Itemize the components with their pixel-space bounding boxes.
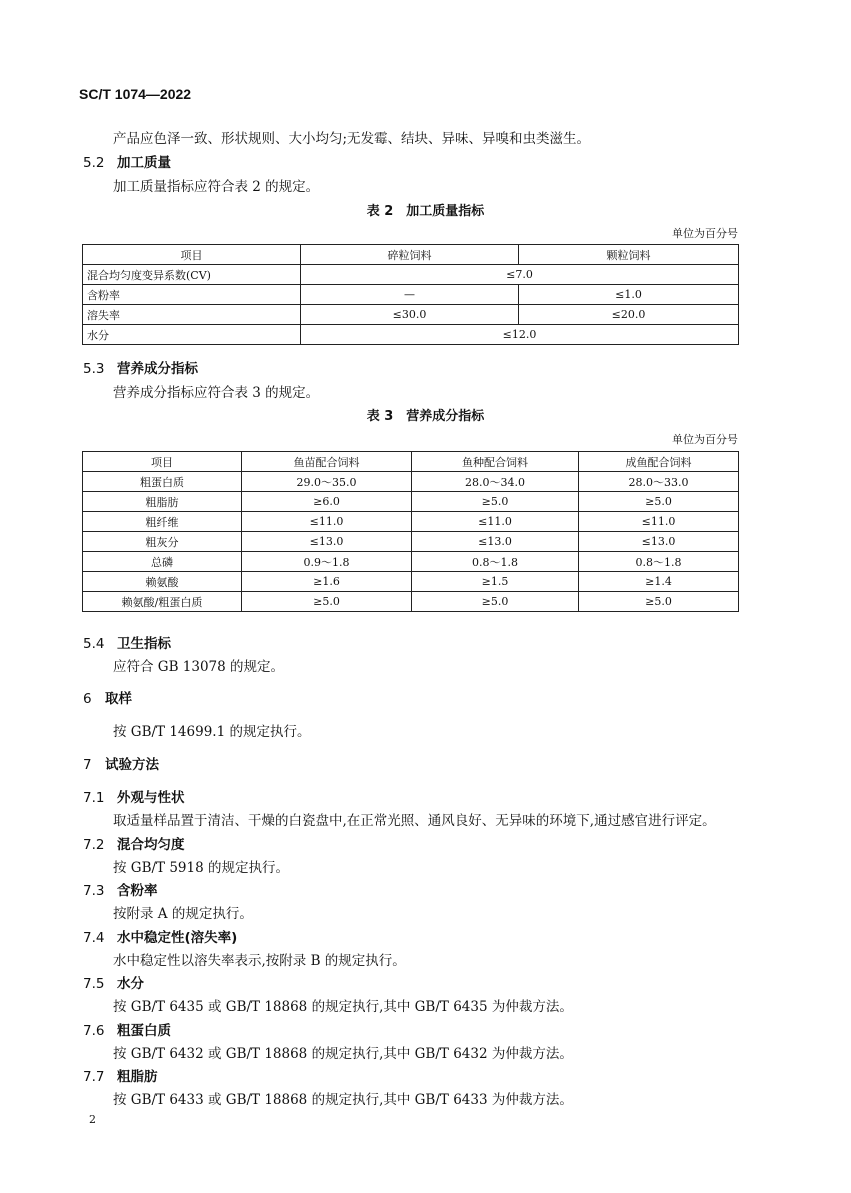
row-item: 粗脂肪 (83, 492, 242, 512)
header-cell: 鱼种配合饲料 (412, 452, 579, 472)
section-number: 7.1 (83, 790, 105, 806)
section-number: 6 (83, 691, 92, 707)
table-row (83, 592, 739, 612)
section-6-text: 按 GB/T 14699.1 的规定执行。 (113, 724, 311, 740)
merged-value: ≤12.0 (301, 325, 739, 345)
section-7-3-text: 按附录 A 的规定执行。 (113, 906, 253, 922)
section-6-heading (83, 687, 132, 707)
section-7-3-heading (83, 879, 158, 899)
header-cell: 颗粒饲料 (519, 245, 739, 265)
table-row (83, 552, 739, 572)
cell-value: ≥5.0 (242, 592, 412, 612)
table-3-caption: 表 3 营养成分指标 (366, 409, 485, 424)
table-row (83, 325, 739, 345)
section-7-5-heading (83, 972, 144, 992)
table-row (83, 265, 739, 285)
table-3 (82, 451, 739, 612)
header-cell: 成鱼配合饲料 (579, 452, 739, 472)
cell-value: ≤30.0 (301, 305, 519, 325)
section-number: 5.4 (83, 636, 105, 652)
section-number: 7.3 (83, 883, 105, 899)
section-number: 7.5 (83, 976, 105, 992)
table-row (83, 512, 739, 532)
cell-value: ≤11.0 (412, 512, 579, 532)
cell-value: ≤11.0 (242, 512, 412, 532)
table-row (83, 472, 739, 492)
page-number: 2 (89, 1113, 96, 1126)
row-item: 溶失率 (83, 305, 301, 325)
section-number: 7.7 (83, 1069, 105, 1085)
section-number: 7.6 (83, 1023, 105, 1039)
section-7-2-text: 按 GB/T 5918 的规定执行。 (113, 860, 289, 876)
intro-paragraph: 产品应色泽一致、形状规则、大小均匀;无发霉、结块、异味、异嗅和虫类滋生。 (113, 131, 591, 147)
cell-value: — (301, 285, 519, 305)
header-cell: 鱼苗配合饲料 (242, 452, 412, 472)
table-2-unit: 单位为百分号 (672, 227, 738, 240)
section-7-5-text: 按 GB/T 6435 或 GB/T 18868 的规定执行,其中 GB/T 6435 为仲裁方法。 (113, 999, 573, 1015)
cell-value: ≤13.0 (579, 532, 739, 552)
cell-value: 29.0～35.0 (242, 472, 412, 492)
row-item: 水分 (83, 325, 301, 345)
cell-value: ≥1.5 (412, 572, 579, 592)
section-5-4-heading (83, 632, 171, 652)
table-row (83, 285, 739, 305)
section-7-2-heading (83, 833, 185, 853)
cell-value: ≤20.0 (519, 305, 739, 325)
cell-value: ≤13.0 (412, 532, 579, 552)
table-row (83, 305, 739, 325)
cell-value: ≥5.0 (579, 592, 739, 612)
table-2-caption: 表 2 加工质量指标 (366, 204, 485, 219)
row-item: 总磷 (83, 552, 242, 572)
cell-value: 28.0～34.0 (412, 472, 579, 492)
section-title: 粗脂肪 (117, 1069, 158, 1085)
cell-value: ≥5.0 (412, 492, 579, 512)
section-title: 取样 (105, 691, 132, 707)
table-header-row (83, 245, 739, 265)
section-7-4-heading (83, 926, 237, 946)
section-7-6-text: 按 GB/T 6432 或 GB/T 18868 的规定执行,其中 GB/T 6432 为仲裁方法。 (113, 1046, 573, 1062)
section-title: 粗蛋白质 (117, 1023, 171, 1039)
cell-value: ≤13.0 (242, 532, 412, 552)
section-7-heading (83, 753, 159, 773)
section-title: 含粉率 (117, 883, 158, 899)
section-7-1-text: 取适量样品置于清洁、干燥的白瓷盘中,在正常光照、通风良好、无异味的环境下,通过感官进行评定。 (113, 813, 716, 829)
standard-number: SC/T 1074—2022 (79, 86, 192, 102)
section-title: 混合均匀度 (117, 837, 185, 853)
section-7-1-heading (83, 786, 185, 806)
table-2 (82, 244, 739, 345)
header-cell: 项目 (83, 245, 301, 265)
cell-value: 0.8～1.8 (579, 552, 739, 572)
section-7-6-heading (83, 1019, 171, 1039)
section-5-3-heading (83, 357, 198, 377)
row-item: 含粉率 (83, 285, 301, 305)
section-title: 营养成分指标 (117, 361, 198, 377)
merged-value: ≤7.0 (301, 265, 739, 285)
section-7-4-text: 水中稳定性以溶失率表示,按附录 B 的规定执行。 (113, 953, 406, 969)
section-title: 外观与性状 (117, 790, 185, 806)
table-header-row (83, 452, 739, 472)
section-5-3-text: 营养成分指标应符合表 3 的规定。 (113, 385, 320, 401)
table-row (83, 532, 739, 552)
section-number: 7 (83, 757, 92, 773)
table-row (83, 492, 739, 512)
cell-value: ≤1.0 (519, 285, 739, 305)
section-title: 试验方法 (105, 757, 159, 773)
cell-value: ≥1.4 (579, 572, 739, 592)
row-item: 赖氨酸/粗蛋白质 (83, 592, 242, 612)
cell-value: ≥5.0 (412, 592, 579, 612)
section-number: 7.4 (83, 930, 105, 946)
section-title: 水中稳定性(溶失率) (117, 930, 238, 946)
row-item: 混合均匀度变异系数(CV) (83, 265, 301, 285)
table-row (83, 572, 739, 592)
header-cell: 项目 (83, 452, 242, 472)
section-5-4-text: 应符合 GB 13078 的规定。 (113, 659, 285, 675)
section-5-2-heading (83, 151, 171, 171)
section-7-7-heading (83, 1065, 158, 1085)
section-title: 水分 (117, 976, 144, 992)
row-item: 赖氨酸 (83, 572, 242, 592)
section-number: 7.2 (83, 837, 105, 853)
section-number: 5.3 (83, 361, 105, 377)
table-3-unit: 单位为百分号 (672, 433, 738, 446)
section-title: 加工质量 (117, 155, 171, 171)
row-item: 粗纤维 (83, 512, 242, 532)
cell-value: ≥1.6 (242, 572, 412, 592)
row-item: 粗蛋白质 (83, 472, 242, 492)
cell-value: 0.8～1.8 (412, 552, 579, 572)
section-7-7-text: 按 GB/T 6433 或 GB/T 18868 的规定执行,其中 GB/T 6433 为仲裁方法。 (113, 1092, 573, 1108)
cell-value: 0.9～1.8 (242, 552, 412, 572)
section-number: 5.2 (83, 155, 105, 171)
cell-value: ≤11.0 (579, 512, 739, 532)
header-cell: 碎粒饲料 (301, 245, 519, 265)
cell-value: ≥5.0 (579, 492, 739, 512)
row-item: 粗灰分 (83, 532, 242, 552)
cell-value: ≥6.0 (242, 492, 412, 512)
section-5-2-text: 加工质量指标应符合表 2 的规定。 (113, 179, 320, 195)
section-title: 卫生指标 (117, 636, 171, 652)
cell-value: 28.0～33.0 (579, 472, 739, 492)
